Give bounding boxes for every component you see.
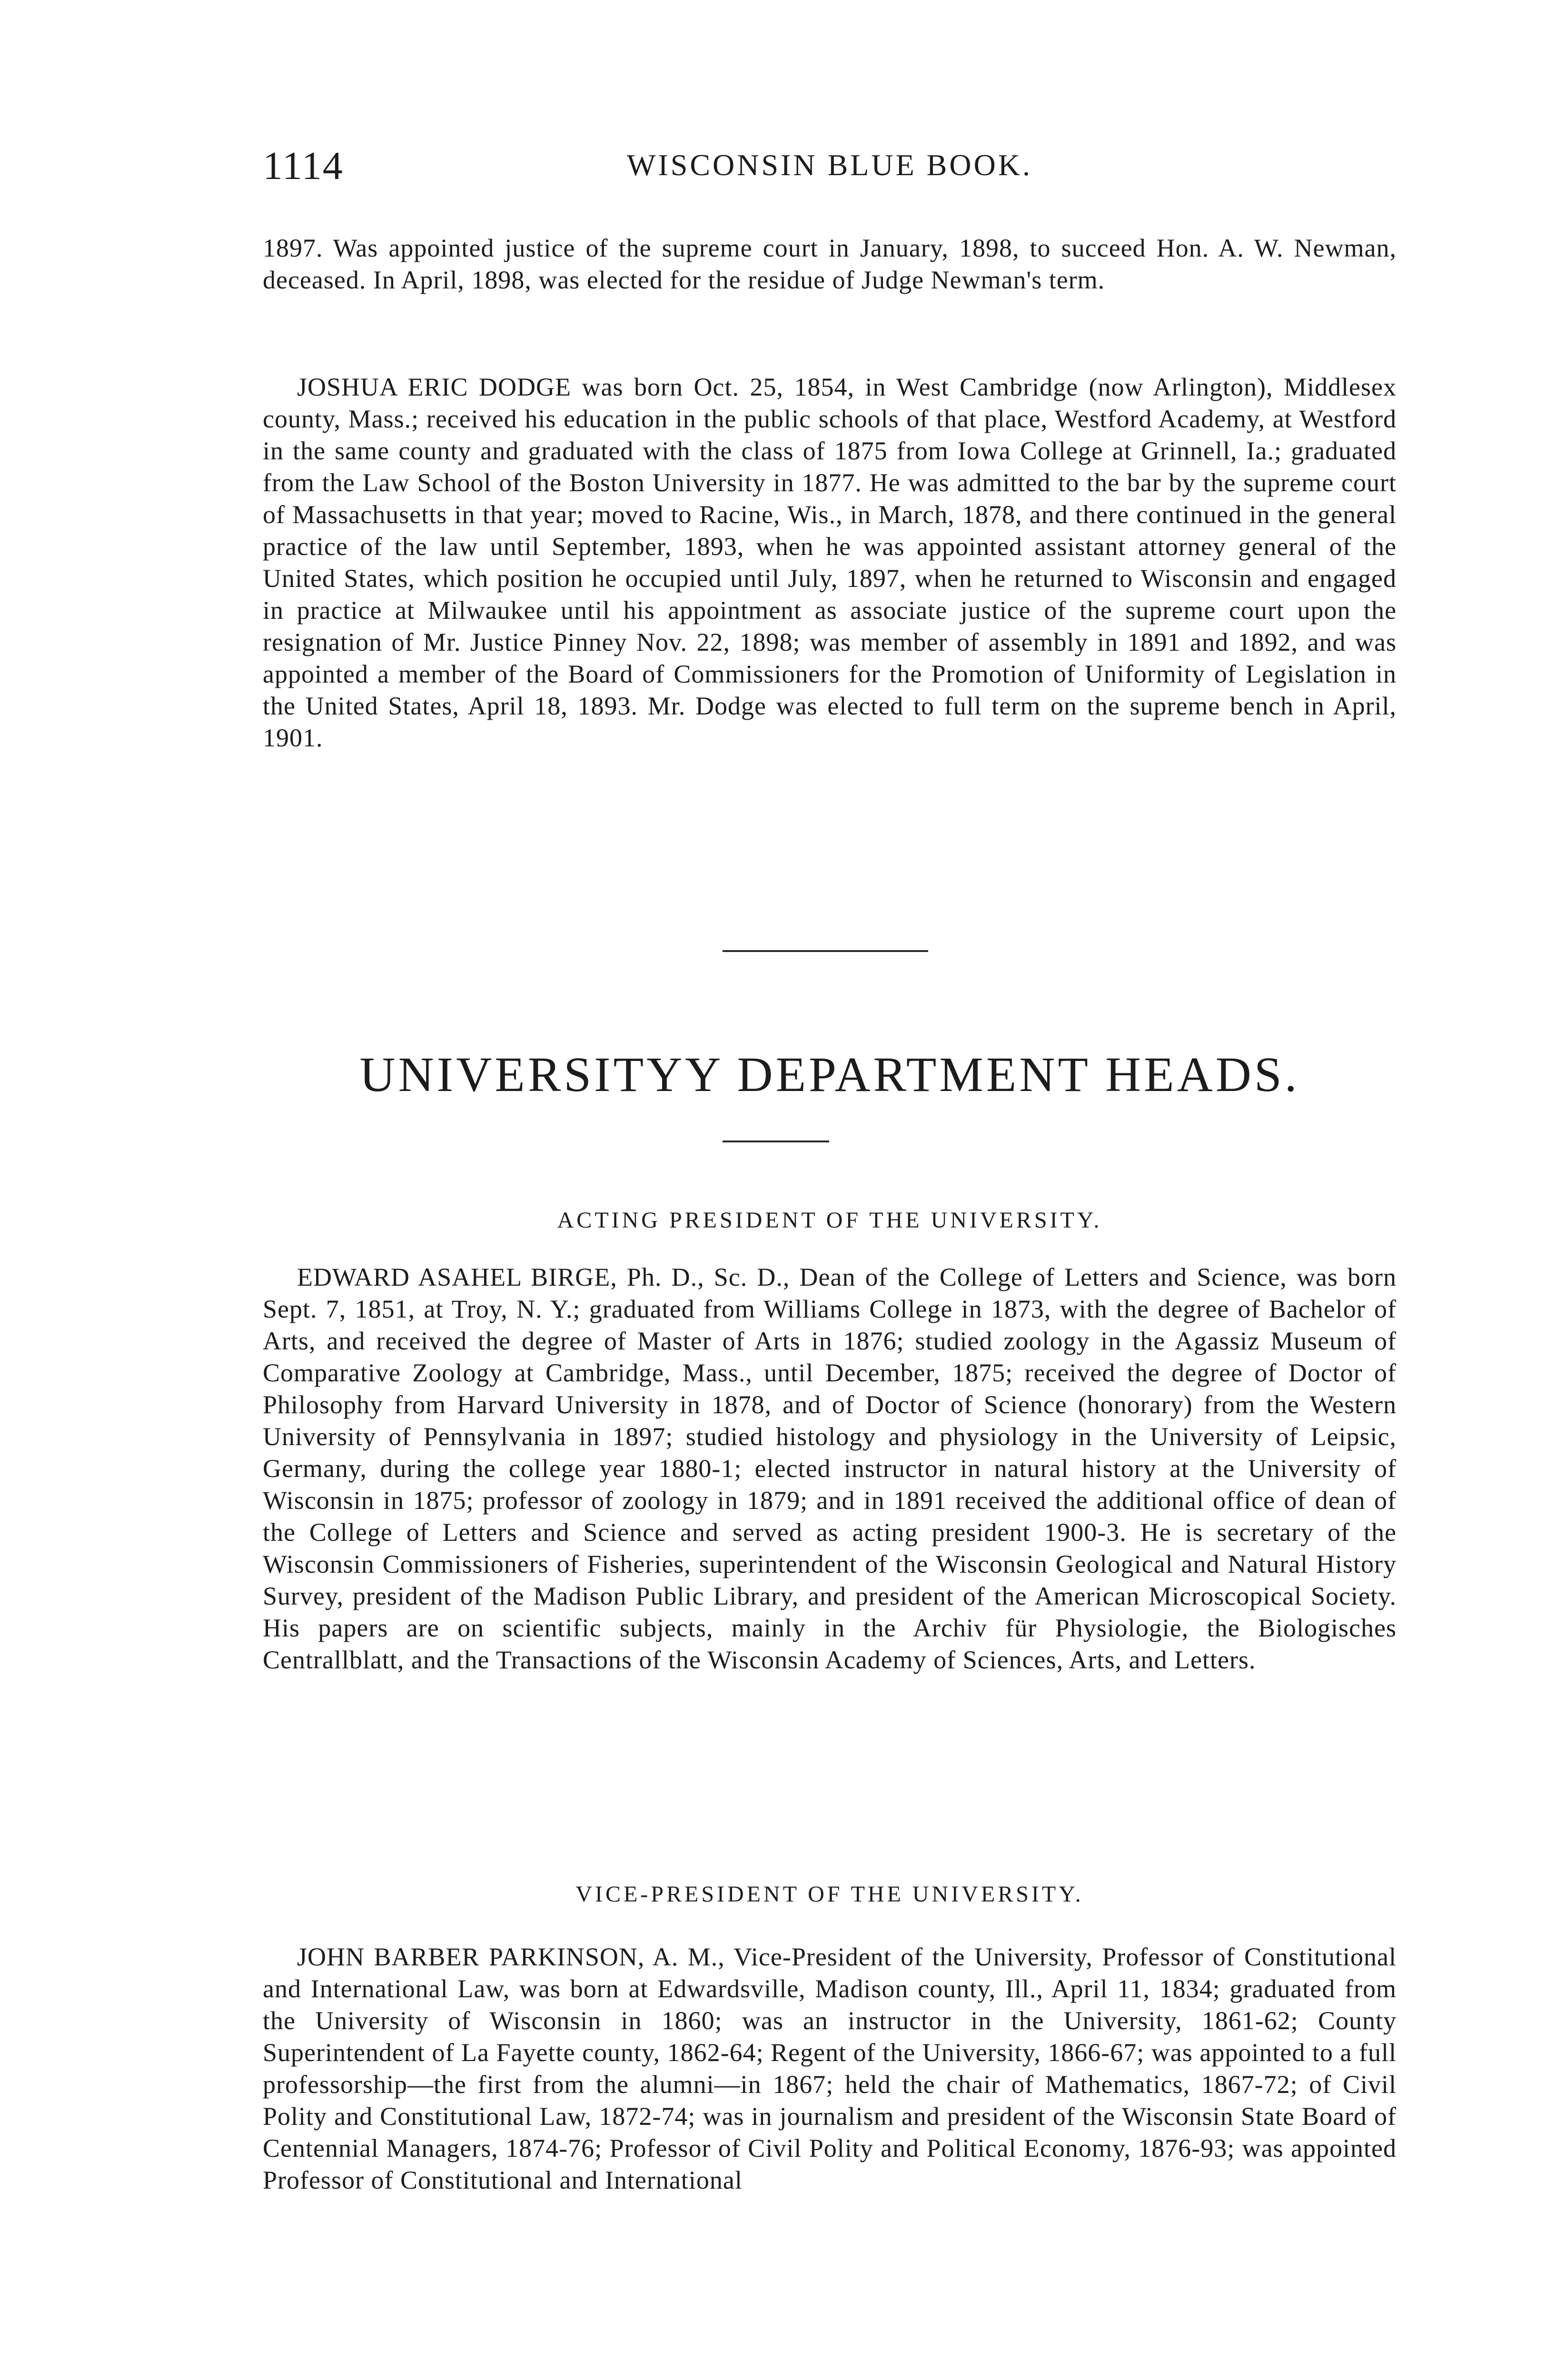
running-head — [263, 143, 1397, 200]
vice-president-heading: VICE-PRESIDENT OF THE UNIVERSITY. — [575, 1882, 1084, 1907]
divider-rule — [723, 950, 928, 952]
page-number: 1114 — [263, 144, 344, 188]
short-rule — [723, 1140, 829, 1142]
parkinson-biography: JOHN BARBER PARKINSON, A. M., Vice-President of the University, Professor of Constitutional and International Law, was born at Edwardsville, Madison county, Ill., April 11, 1834; graduated from the University of Wisconsin in 1860; was an instructor in the University, 1861-62; County Superintendent of La Fayette county, 1862-64; Regent of the University, 1866-67; was appointed to a full professorship—the first from the alumni—in 1867; held the chair of Mathematics, 1867-72; of Civil Polity and Constitutional Law, 1872-74; was in journalism and president of the Wisconsin State Board of Centennial Managers, 1874-76; Professor of Civil Polity and Political Economy, 1876-93; was appointed Professor of Constitutional and International — [263, 1943, 1397, 2194]
section-title: UNIVERSITYY DEPARTMENT HEADS. — [359, 1047, 1300, 1102]
running-title: WISCONSIN BLUE BOOK. — [627, 148, 1032, 182]
birge-biography: EDWARD ASAHEL BIRGE, Ph. D., Sc. D., Dean of the College of Letters and Science, was born Sept. 7, 1851, at Troy, N. Y.; graduated from Williams College in 1873, with the degree of Bachelor of Arts, and received the degree of Master of Arts in 1876; studied zoology in the Agassiz Museum of Comparative Zoology at Cambridge, Mass., until December, 1875; received the degree of Doctor of Philosophy from Harvard University in 1878, and of Doctor of Science (honorary) from the Western University of Pennsylvania in 1897; studied histology and physiology in the University of Leipsic, Germany, during the college year 1880-1; elected instructor in natural history at the University of Wisconsin in 1875; professor of zoology in 1879; and in 1891 received the additional office of dean of the College of Letters and Science and served as acting president 1900-3. He is secretary of the Wisconsin Commissioners of Fisheries, superintendent of the Wisconsin Geological and Natural History Survey, president of the Madison Public Library, and president of the American Microscopical Society. His papers are on scientific subjects, mainly in the Archiv für Physiologie, the Biologisches Centrallblatt, and the Transactions of the Wisconsin Academy of Sciences, Arts, and Letters. — [263, 1263, 1397, 1674]
acting-president-heading: ACTING PRESIDENT OF THE UNIVERSITY. — [557, 1208, 1102, 1233]
continued-paragraph: 1897. Was appointed justice of the supreme court in January, 1898, to succeed Hon. A. W. Newman, deceased. In April, 1898, was elected for the residue of Judge Newman's term. — [263, 234, 1397, 294]
dodge-biography: JOSHUA ERIC DODGE was born Oct. 25, 1854, in West Cambridge (now Arlington), Middlesex county, Mass.; received his education in the public schools of that place, Westford Academy, at Westford in the same county and graduated with the class of 1875 from Iowa College at Grinnell, Ia.; graduated from the Law School of the Boston University in 1877. He was admitted to the bar by the supreme court of Massachusetts in that year; moved to Racine, Wis., in March, 1878, and there continued in the general practice of the law until September, 1893, when he was appointed assistant attorney general of the United States, which position he occupied until July, 1897, when he returned to Wisconsin and engaged in practice at Milwaukee until his appointment as associate justice of the supreme court upon the resignation of Mr. Justice Pinney Nov. 22, 1898; was member of assembly in 1891 and 1892, and was appointed a member of the Board of Commissioners for the Promotion of Uniformity of Legislation in the United States, April 18, 1893. Mr. Dodge was elected to full term on the supreme bench in April, 1901. — [263, 373, 1397, 752]
